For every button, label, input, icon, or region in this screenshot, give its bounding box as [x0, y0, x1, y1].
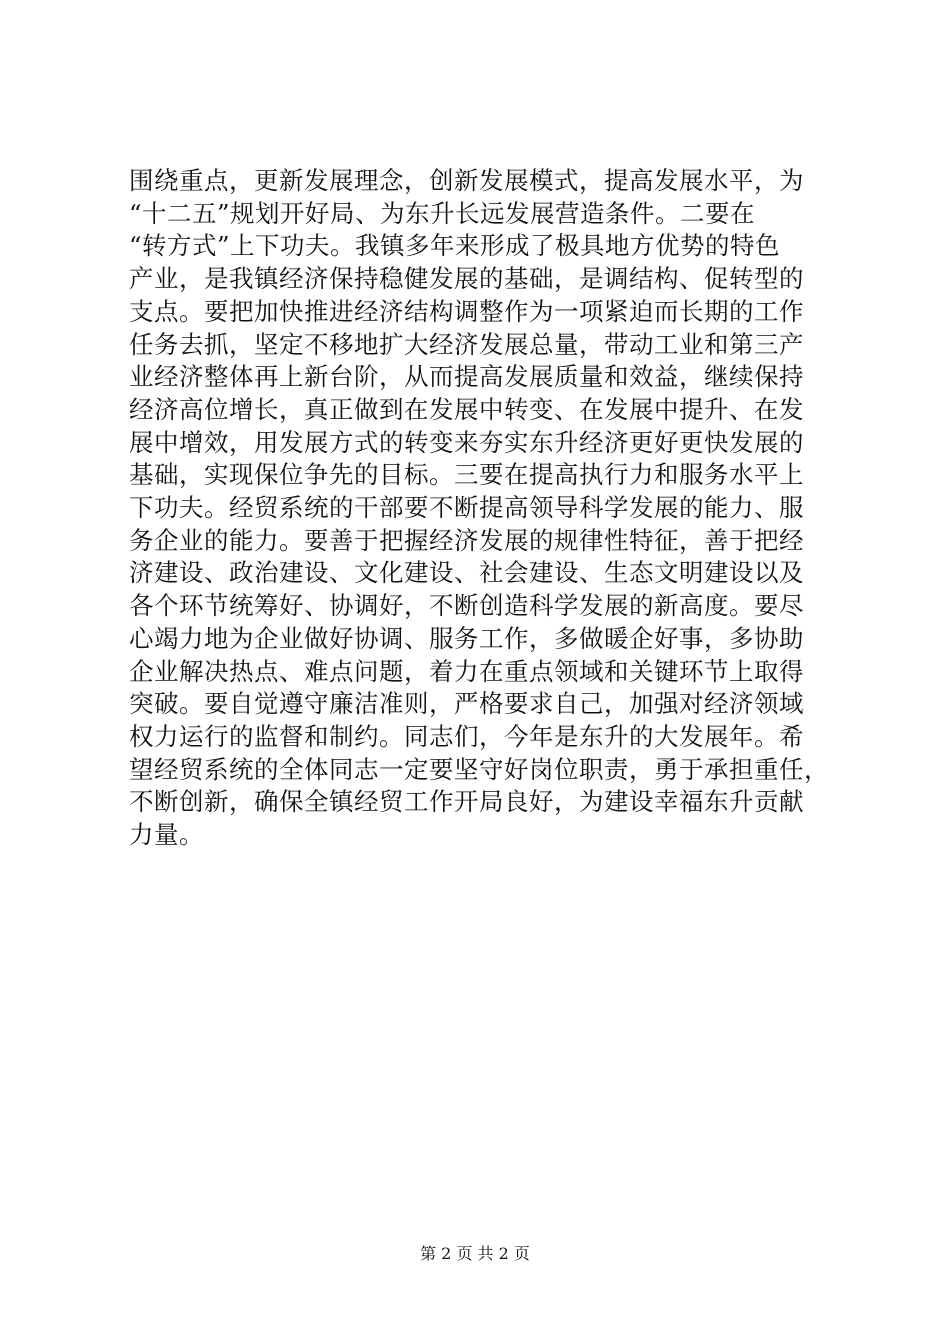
- text-line: 务企业的能力。要善于把握经济发展的规律性特征，善于把经: [129, 525, 804, 555]
- text-line: 围绕重点，更新发展理念，创新发展模式，提高发展水平，为: [129, 166, 804, 195]
- text-line: 产业，是我镇经济保持稳健发展的基础，是调结构、促转型的: [129, 264, 804, 294]
- page-number-footer: 第 2 页 共 2 页: [420, 1244, 530, 1263]
- text-line: 经济高位增长，真正做到在发展中转变、在发展中提升、在发: [129, 394, 804, 424]
- text-line: 望经贸系统的全体同志一定要坚守好岗位职责，勇于承担重任，: [129, 754, 829, 784]
- text-line: 心竭力地为企业做好协调、服务工作，多做暖企好事，多协助: [129, 623, 804, 653]
- text-line: 业经济整体再上新台阶，从而提高发展质量和效益，继续保持: [129, 362, 804, 392]
- text-line: 展中增效，用发展方式的转变来夯实东升经济更好更快发展的: [129, 427, 804, 457]
- text-line: “十二五”规划开好局、为东升长远发展营造条件。二要在: [129, 198, 756, 228]
- text-line: 企业解决热点、难点问题，着力在重点领域和关键环节上取得: [129, 656, 804, 686]
- text-line: “转方式”上下功夫。我镇多年来形成了极具地方优势的特色: [129, 231, 781, 261]
- text-line: 突破。要自觉遵守廉洁准则，严格要求自己，加强对经济领域: [129, 689, 804, 719]
- text-line: 支点。要把加快推进经济结构调整作为一项紧迫而长期的工作: [129, 296, 804, 326]
- text-line: 力量。: [129, 820, 204, 850]
- text-line: 权力运行的监督和制约。同志们，今年是东升的大发展年。希: [129, 721, 804, 751]
- body-paragraph: [129, 165, 829, 852]
- text-line: 济建设、政治建设、文化建设、社会建设、生态文明建设以及: [129, 558, 804, 588]
- text-line: 任务去抓，坚定不移地扩大经济发展总量，带动工业和第三产: [129, 329, 804, 359]
- text-line: 基础，实现保位争先的目标。三要在提高执行力和服务水平上: [129, 460, 804, 490]
- text-line: 下功夫。经贸系统的干部要不断提高领导科学发展的能力、服: [129, 493, 804, 523]
- text-line: 各个环节统筹好、协调好，不断创造科学发展的新高度。要尽: [129, 591, 804, 621]
- text-line: 不断创新，确保全镇经贸工作开局良好，为建设幸福东升贡献: [129, 787, 804, 817]
